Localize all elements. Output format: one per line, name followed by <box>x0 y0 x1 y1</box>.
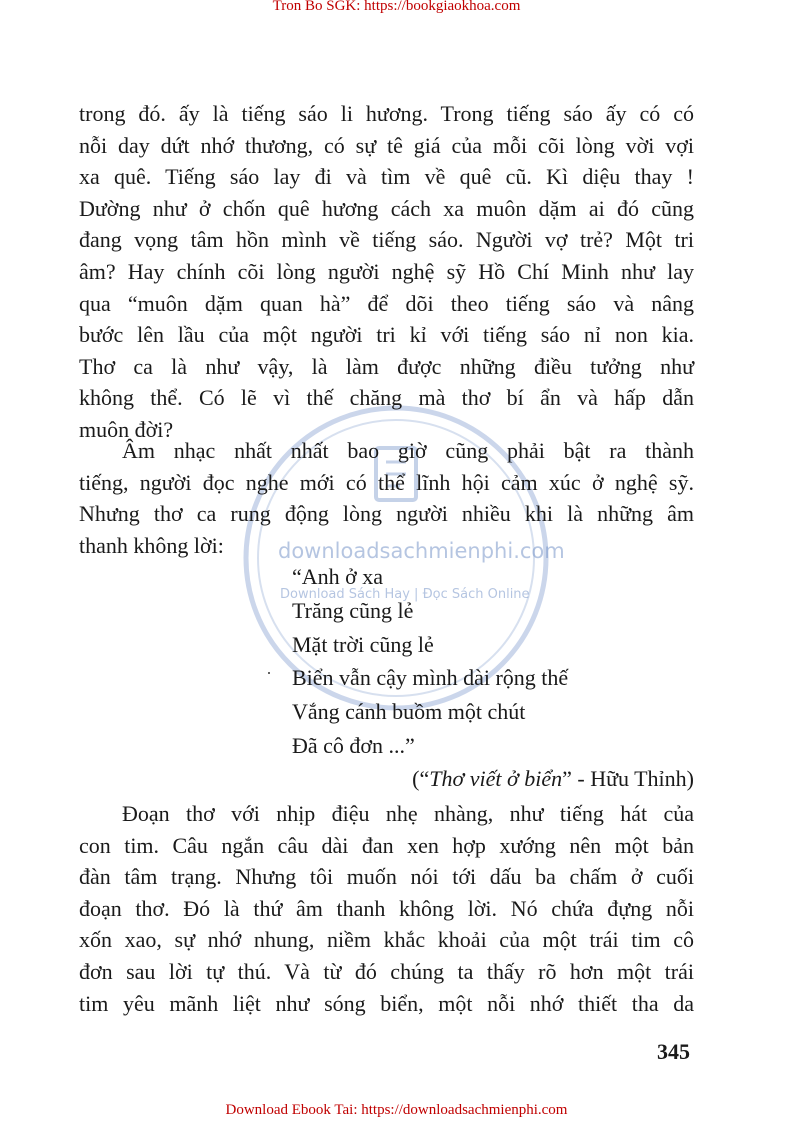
text-line: không thể. Có lẽ vì thế chăng mà thơ bí ẩn và hấp dẫn <box>79 385 694 411</box>
poem-line: “Anh ở xa <box>292 564 384 589</box>
citation-open: (“ <box>412 766 430 791</box>
text-line: âm? Hay chính cõi lòng người nghệ sỹ Hồ Chí Minh như lay <box>79 258 694 284</box>
watermark-title: downloadsachmienphi.com <box>278 539 565 563</box>
paragraph-1 <box>79 98 694 446</box>
text-line: đang vọng tâm hồn mình về tiếng sáo. Người vợ trẻ? Một tri <box>79 227 694 253</box>
text-line: xa quê. Tiếng sáo lay đi và tìm về quê cũ. Kì diệu thay ! <box>79 164 694 190</box>
text-line: nỗi day dứt nhớ thương, có sự tê giá của mỗi cõi lòng vời vợi <box>79 132 694 158</box>
text-line: tim yêu mãnh liệt như sóng biển, một nỗi nhớ thiết tha da <box>79 990 694 1016</box>
text-line: muôn đời? <box>79 416 174 442</box>
text-line: Thơ ca là như vậy, là làm được những điều tưởng như <box>79 353 694 379</box>
text-line: bước lên lầu của một người tri kỉ với tiếng sáo nỉ non kia. <box>79 322 694 348</box>
paragraph-3 <box>79 798 694 1019</box>
text-line: Âm nhạc nhất nhất bao giờ cũng phải bật ra thành <box>122 438 694 463</box>
text-line: đơn sau lời tự thú. Và từ đó chúng ta thấy rõ hơn một trái <box>79 958 694 984</box>
text-line: xốn xao, sự nhớ nhung, niềm khắc khoải của một trái tim cô <box>79 927 694 953</box>
text-line: qua “muôn dặm quan hà” để dõi theo tiếng sáo và nâng <box>79 290 694 316</box>
poem-line: Mặt trời cũng lẻ <box>292 631 434 657</box>
text-line: con tim. Câu ngắn câu dài đan xen hợp xướng nên một bản <box>79 832 694 858</box>
text-line: Dường như ở chốn quê hương cách xa muôn dặm ai đó cũng <box>79 195 694 221</box>
poem-line: Trăng cũng lẻ <box>292 597 414 623</box>
text-line: tiếng, người đọc nghe mới có thể lĩnh hội cảm xúc ở nghệ sỹ. <box>79 469 694 495</box>
watermark-subtitle: Download Sách Hay | Đọc Sách Online <box>280 587 530 602</box>
text-line: trong đó. ấy là tiếng sáo li hương. Trong tiếng sáo ấy có có <box>79 101 694 126</box>
footer-link[interactable]: Download Ebook Tai: https://downloadsachmienphi.com <box>225 1102 568 1118</box>
text-line: đoạn thơ. Đó là thứ âm thanh không lời. Nó chứa đựng nỗi <box>79 895 694 921</box>
text-line: thanh không lời: <box>79 532 224 558</box>
header-link[interactable]: Tron Bo SGK: https://bookgiaokhoa.com <box>272 0 521 14</box>
citation-close: ” - Hữu Thỉnh) <box>562 766 694 791</box>
text-line: Đoạn thơ với nhịp điệu nhẹ nhàng, như tiếng hát của <box>122 801 694 826</box>
text-line: đàn tâm trạng. Nhưng tôi muốn nói tới dấu ba chấm ở cuối <box>79 864 694 890</box>
poem-citation <box>412 766 694 792</box>
poem-line: Đã cô đơn ...” <box>292 732 415 758</box>
poem-line: Vắng cánh buồm một chút <box>292 699 526 725</box>
citation-title: Thơ viết ở biển <box>429 766 563 791</box>
poem <box>292 560 568 763</box>
paragraph-2 <box>79 435 694 561</box>
stray-dot <box>268 672 270 674</box>
text-line: Nhưng thơ ca rung động lòng người nhiều khi là những âm <box>79 501 694 527</box>
page-number: 345 <box>657 1039 690 1064</box>
poem-line: Biển vẫn cậy mình dài rộng thế <box>292 665 569 691</box>
